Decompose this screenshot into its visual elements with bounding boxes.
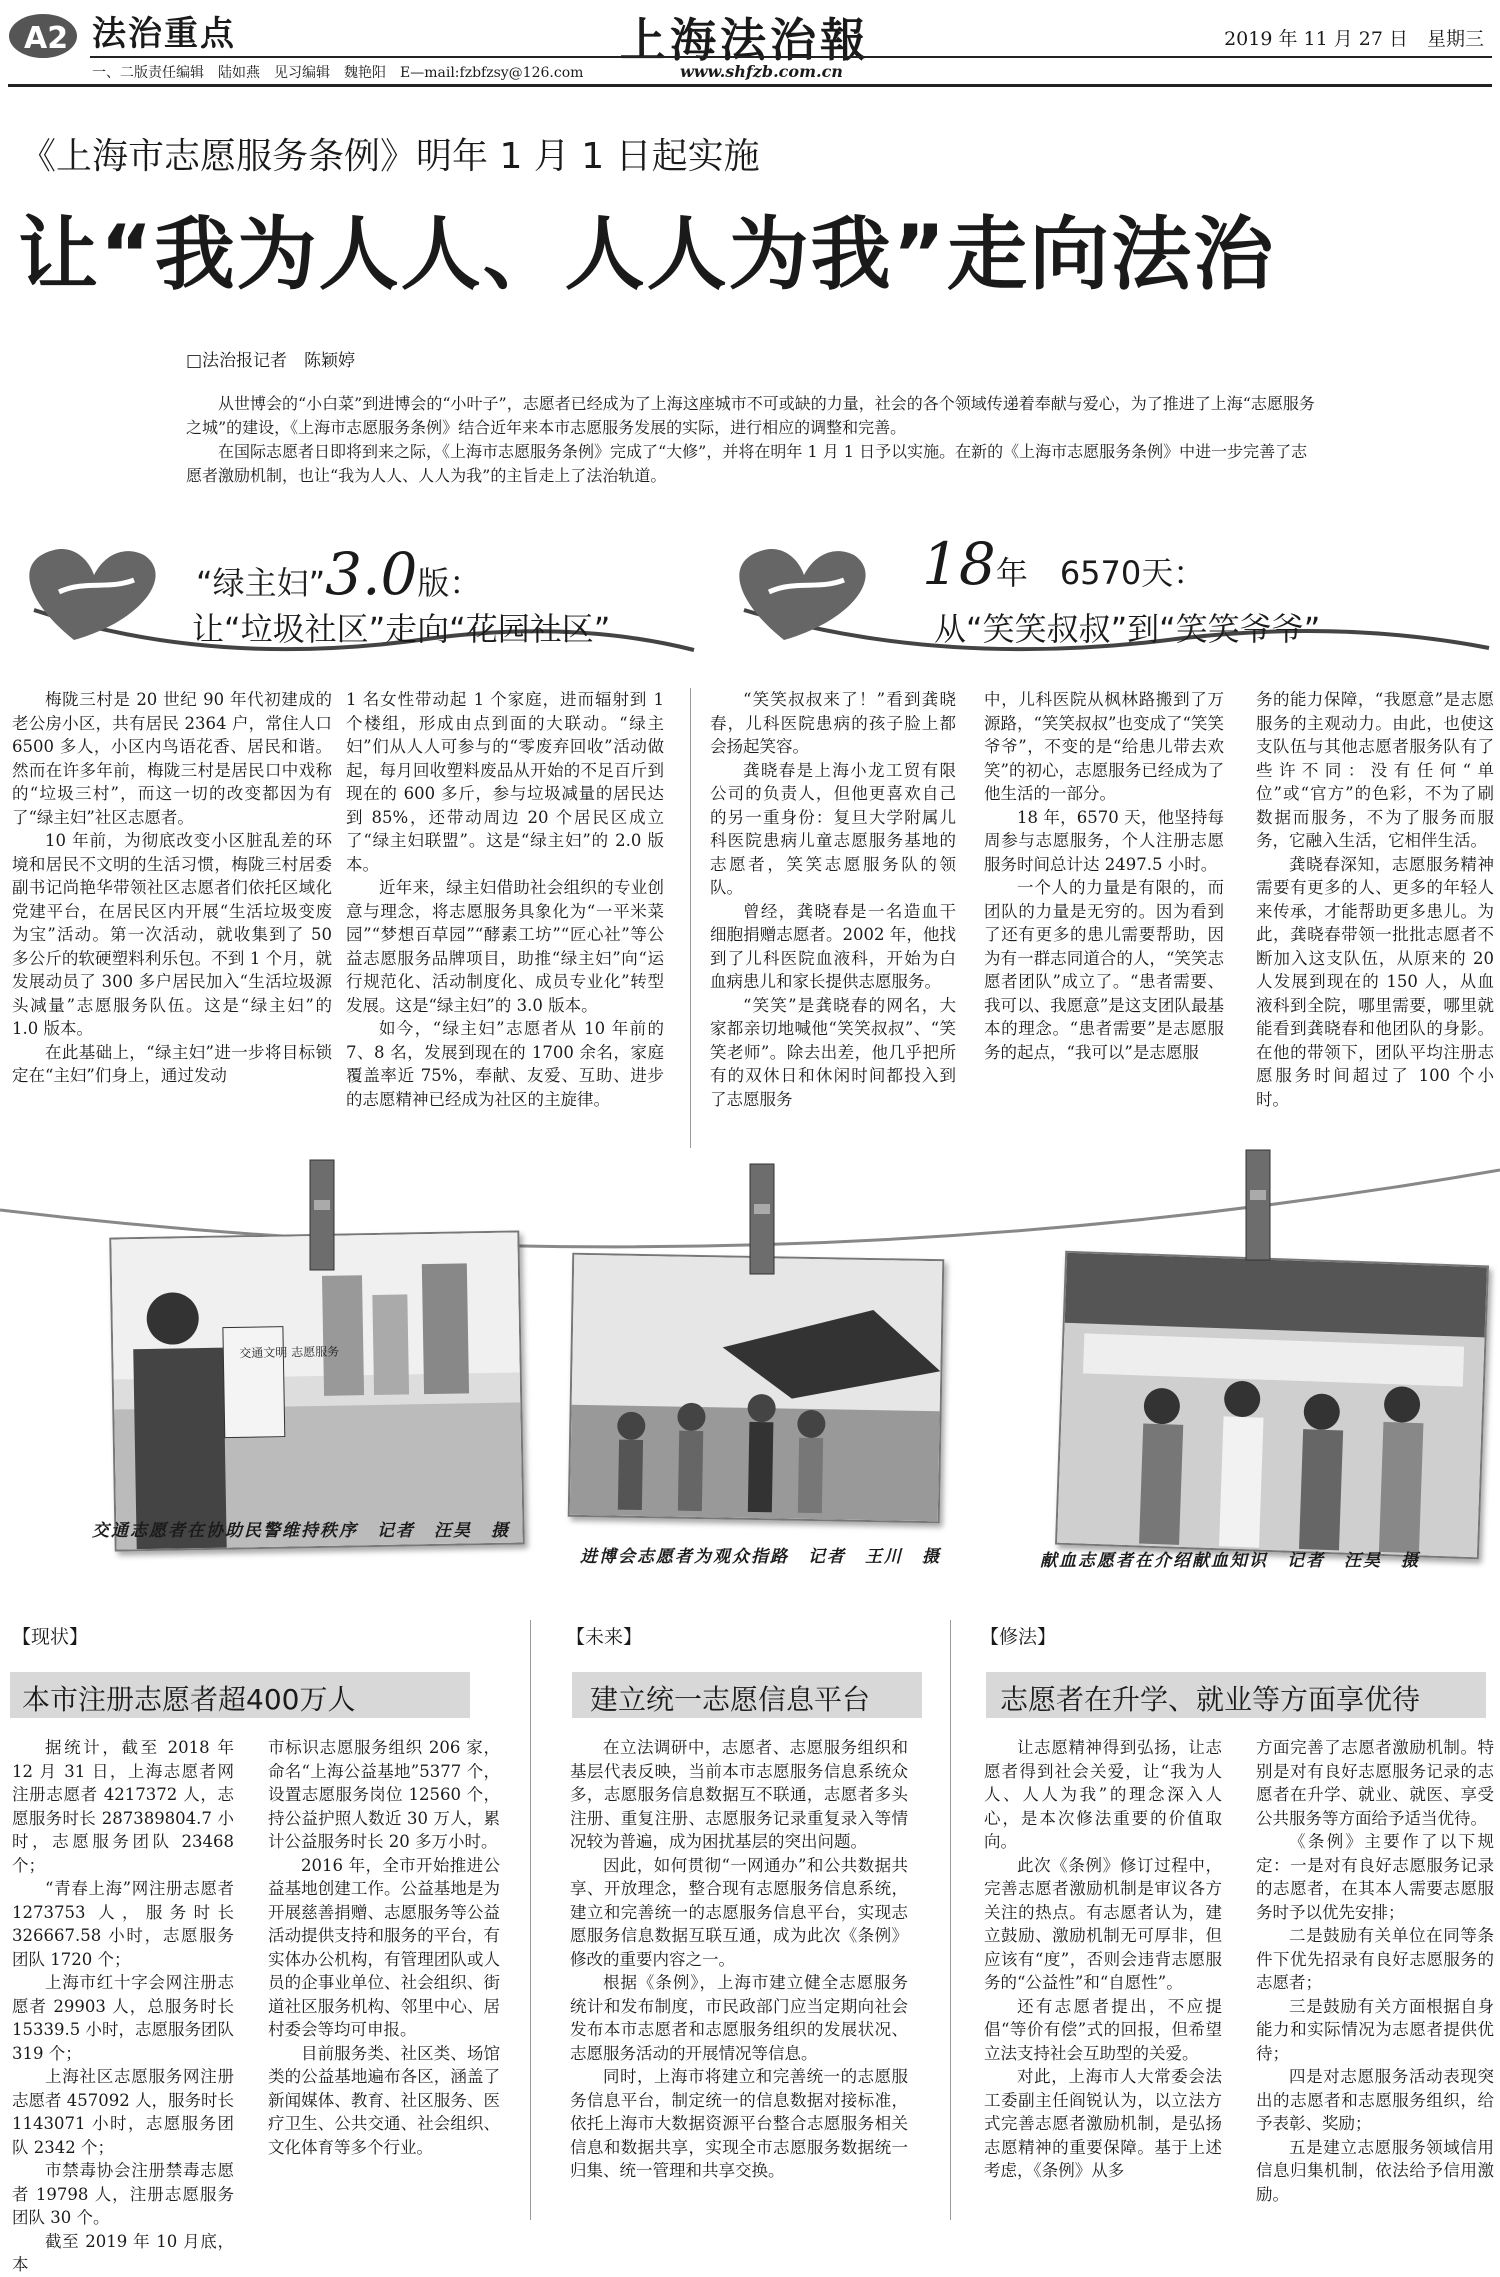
article-intro	[186, 392, 1316, 488]
clothespin-icon	[1236, 1150, 1280, 1260]
future-column	[570, 1736, 908, 2226]
paragraph: 龚晓春是上海小龙工贸有限公司的负责人，但他更喜欢自己的另一重身份：复旦大学附属儿科医院患病儿童志愿服务基地的志愿者，笑笑志愿服务队的领队。	[710, 760, 956, 897]
photo-caption: 交通志愿者在协助民警维持秩序 记者 汪昊 摄	[92, 1521, 510, 1541]
paragraph: 务的能力保障，“我愿意”是志愿服务的主观动力。由此，也使这支队伍与其他志愿者服务队有了些许不同：没有任何“单位”或“官方”的色彩，不为了刷数据而服务，不为了服务而服务，它融入生活，它相伴生活。	[1256, 690, 1494, 850]
right-story-column-1	[710, 688, 956, 1148]
banner-left-version: 3.0	[325, 540, 418, 608]
paragraph: 上海社区志愿服务网注册志愿者 457092 人，服务时长 1143071 小时，志愿服务团队 2342 个；	[12, 2067, 234, 2157]
editors-line: 一、二版责任编辑 陆如燕 见习编辑 魏艳阳 E—mail:fzbfzsy@126.com	[92, 65, 584, 81]
photo-caption: 献血志愿者在介绍献血知识 记者 汪昊 摄	[1040, 1551, 1420, 1571]
column-divider	[950, 1620, 951, 2220]
section-heading-box	[572, 1672, 922, 1718]
status-column-2	[268, 1736, 500, 2226]
section-heading: 志愿者在升学、就业等方面享优待	[1000, 1683, 1421, 1716]
paragraph: “笑笑叔叔来了！”看到龚晓春，儿科医院患病的孩子脸上都会扬起笑容。	[710, 690, 956, 756]
paragraph: 截至 2019 年 10 月底，本	[12, 2231, 234, 2274]
paragraph: 梅陇三村是 20 世纪 90 年代初建成的老公房小区，共有居民 2364 户，常住人口 6500 多人，小区内鸟语花香、居民和谐。然而在许多年前，梅陇三村是居民口中戏称的“垃圾三村”，而这一切的改变都因为有了“绿主妇”社区志愿者。	[12, 690, 332, 827]
banner-left-subtitle: 让“垃圾社区”走向“花园社区”	[192, 610, 611, 648]
section-heading: 本市注册志愿者超400万人	[22, 1683, 356, 1716]
paragraph: 上海市红十字会网注册志愿者 29903 人，总服务时长 15339.5 小时，志愿服务团队 319 个；	[12, 1973, 234, 2063]
intro-paragraph: 从世博会的“小白菜”到进博会的“小叶子”，志愿者已经成为了上海这座城市不可或缺的力量，社会的各个领域传递着奉献与爱心，为了推进了上海“志愿服务之城”的建设，《上海市志愿服务条例》结合近年来本市志愿服务发展的实际，进行相应的调整和完善。	[186, 394, 1315, 437]
paragraph: “青春上海”网注册志愿者 1273753 人，服务时长 326667.58 小时，志愿服务团队 1720 个；	[12, 1879, 234, 1969]
paragraph: 近年来，绿主妇借助社会组织的专业创意与理念，将志愿服务具象化为“一平米菜园”“梦想百草园”“酵素工坊”“匠心社”等公益志愿服务品牌项目，助推“绿主妇”向“运行规范化、活动制度化、成员专业化”转型发展。这是“绿主妇”的 3.0 版本。	[346, 878, 664, 1015]
paragraph: 曾经，龚晓春是一名造血干细胞捐赠志愿者。2002 年，他找到了儿科医院血液科，开始为白血病患儿和家长提供志愿服务。	[710, 901, 956, 991]
page-number-badge	[8, 12, 78, 60]
paragraph: 龚晓春深知，志愿服务精神需要有更多的人、更多的年轻人来传承，才能帮助更多患儿。为此，龚晓春带领一批批志愿者不断加入这支队伍，从原来的 20 人发展到现在的 150 人，从血液科到全院，哪里需要，哪里就能看到龚晓春和他团队的身影。在他的带领下，团队平均注册志愿服务时间超过了 100 个小时。	[1256, 854, 1494, 1109]
paragraph: 据统计，截至 2018 年 12 月 31 日，上海志愿者网注册志愿者 4217372 人，志愿服务时长 287389804.7 小时，志愿服务团队 23468 个；	[12, 1738, 234, 1875]
banner-left-title-b: 版：	[417, 564, 482, 602]
paragraph: “笑笑”是龚晓春的网名，大家都亲切地喊他“笑笑叔叔”、“笑笑老师”。除去出差，他几乎把所有的双休日和休闲时间都投入到了志愿服务	[710, 995, 956, 1109]
paragraph: 1 名女性带动起 1 个家庭，进而辐射到 1 个楼组，形成由点到面的大联动。“绿主妇”们从人人可参与的“零废弃回收”活动做起，每月回收塑料废品从开始的不足百斤到现在的 600 多斤，参与垃圾减量的居民达到 85%，还带动周边 20 个居民区成立了“绿主妇联盟”。这是“绿主妇”的 2.0 版本。	[346, 690, 664, 874]
right-story-column-3	[1256, 688, 1494, 1148]
paragraph: 中，儿科医院从枫林路搬到了万源路，“笑笑叔叔”也变成了“笑笑爷爷”，不变的是“给患儿带去欢笑”的初心，志愿服务已经成为了他生活的一部分。	[984, 690, 1224, 803]
banner-right-title-line1	[922, 530, 1205, 598]
intro-paragraph: 在国际志愿者日即将到来之际，《上海市志愿服务条例》完成了“大修”，并将在明年 1 月 1 日予以实施。在新的《上海市志愿服务条例》中进一步完善了志愿者激励机制，也让“我为人人、人人为我”的主旨走上了法治轨道。	[186, 442, 1308, 485]
page-number: A2	[24, 21, 69, 56]
paragraph: 2016 年，全市开始推进公益基地创建工作。公益基地是为开展慈善捐赠、志愿服务等公益活动提供支持和服务的平台，有实体办公机构，有管理团队或人员的企事业单位、社会组织、街道社区服务机构、邻里中心、居村委会等均可申报。	[268, 1855, 500, 2039]
banner-right-subtitle: 从“笑笑叔叔”到“笑笑爷爷”	[934, 610, 1321, 648]
paragraph: 对此，上海市人大常委会法工委副主任阎锐认为，以立法方式完善志愿者激励机制，是弘扬志愿精神的重要保障。基于上述考虑，《条例》从多	[984, 2067, 1222, 2180]
paragraph: 一个人的力量是有限的，而团队的力量是无穷的。因为看到了还有更多的患儿需要帮助，因为有一群志同道合的人，“笑笑志愿者团队”成立了。“患者需要、我可以、我愿意”是这支团队最基本的理念。“患者需要”是志愿服务的起点，“我可以”是志愿服	[984, 878, 1224, 1062]
issue-date: 2019 年 11 月 27 日 星期三	[1224, 28, 1484, 50]
section-name: 法治重点	[92, 14, 236, 54]
photo-traffic-volunteer	[109, 1230, 524, 1551]
clothespin-icon	[300, 1160, 344, 1270]
newspaper-masthead: 上海法治報	[620, 13, 870, 67]
paragraph: 18 年，6570 天，他坚持每周参与志愿服务，个人注册志愿服务时间总计达 2497.5 小时。	[984, 807, 1224, 874]
law-column-1	[984, 1736, 1222, 2226]
paragraph: 市禁毒协会注册禁毒志愿者 19798 人，注册志愿服务团队 30 个。	[12, 2161, 234, 2227]
paragraph: 五是建立志愿服务领域信用信息归集机制，依法给予信用激励。	[1256, 2137, 1494, 2204]
photo-blood-donation-volunteer	[1055, 1251, 1489, 1560]
paragraph: 如今，“绿主妇”志愿者从 10 年前的 7、8 名，发展到现在的 1700 余名，家庭覆盖率近 75%，奉献、友爱、互助、进步的志愿精神已经成为社区的主旋律。	[346, 1019, 664, 1109]
banner-left-title-line1	[196, 540, 481, 608]
column-divider	[690, 688, 691, 1148]
paragraph: 方面完善了志愿者激励机制。特别是对有良好志愿服务记录的志愿者在升学、就业、就医、享受公共服务等方面给予适当优待。	[1256, 1738, 1494, 1828]
volunteer-sign-text: 交通文明 志愿服务	[239, 1344, 340, 1361]
paragraph: 目前服务类、社区类、场馆类的公益基地遍布各区，涵盖了新闻媒体、教育、社区服务、医疗卫生、公共交通、社会组织、文化体育等多个行业。	[268, 2043, 500, 2157]
paragraph: 还有志愿者提出，不应提倡“等价有偿”式的回报，但希望立法支持社会互助型的关爱。	[984, 1996, 1222, 2063]
section-heading: 建立统一志愿信息平台	[590, 1683, 871, 1716]
paragraph: 在立法调研中，志愿者、志愿服务组织和基层代表反映，当前本市志愿服务信息系统众多，志愿服务信息数据互不联通，志愿者多头注册、重复注册、志愿服务记录重复录入等情况较为普遍，成为困扰基层的突出问题。	[570, 1738, 908, 1851]
paragraph: 四是对志愿服务活动表现突出的志愿者和志愿服务组织，给予表彰、奖励；	[1256, 2067, 1494, 2133]
paragraph: 因此，如何贯彻“一网通办”和公共数据共享、开放理念，整合现有志愿服务信息系统，建立和完善统一的志愿服务信息平台，实现志愿服务信息数据互联互通，成为此次《条例》修改的重要内容之一。	[570, 1855, 908, 1969]
section-tag: 【未来】	[566, 1626, 643, 1648]
paragraph: 三是鼓励有关方面根据自身能力和实际情况为志愿者提供优待；	[1256, 1996, 1494, 2063]
paragraph: 《条例》主要作了以下规定：一是对有良好志愿服务记录的志愿者，在其本人需要志愿服务时予以优先安排；	[1256, 1832, 1494, 1922]
right-story-column-2	[984, 688, 1224, 1148]
section-banner-left	[14, 520, 704, 660]
website-url: www.shfzb.com.cn	[680, 62, 843, 81]
left-story-column-2	[346, 688, 664, 1148]
banner-left-title-a: “绿主妇”	[196, 564, 326, 602]
article-kicker: 《上海市志愿服务条例》明年 1 月 1 日起实施	[20, 136, 760, 177]
photo-caption: 进博会志愿者为观众指路 记者 王川 摄	[580, 1547, 941, 1567]
header-rule-bottom	[8, 84, 1492, 87]
law-column-2	[1256, 1736, 1494, 2226]
paragraph: 在此基础上，“绿主妇”进一步将目标锁定在“主妇”们身上，通过发动	[12, 1042, 332, 1085]
section-heading-box	[10, 1672, 470, 1718]
section-heading-box	[986, 1672, 1486, 1718]
section-tag: 【现状】	[12, 1626, 89, 1648]
banner-right-title-a: 年 6570天：	[995, 554, 1206, 592]
paragraph: 让志愿精神得到弘扬，让志愿者得到社会关爱，让“我为人人、人人为我”的理念深入人心，是本次修法重要的价值取向。	[984, 1738, 1222, 1851]
photo-ciie-volunteer	[568, 1253, 945, 1523]
paragraph: 此次《条例》修订过程中，完善志愿者激励机制是审议各方关注的热点。有志愿者认为，建立鼓励、激励机制无可厚非，但应该有“度”，否则会违背志愿服务的“公益性”和“自愿性”。	[984, 1855, 1222, 1992]
left-story-column-1	[12, 688, 332, 1148]
column-divider	[530, 1620, 531, 2220]
header-rule	[90, 56, 1492, 58]
article-byline: □法治报记者 陈颖婷	[186, 351, 356, 371]
article-headline: 让“我为人人、人人为我”走向法治	[18, 208, 1276, 301]
banner-right-years: 18	[922, 530, 996, 598]
status-column-1	[12, 1736, 234, 2274]
paragraph: 二是鼓励有关单位在同等条件下优先招录有良好志愿服务的志愿者；	[1256, 1926, 1494, 1992]
section-tag: 【修法】	[980, 1626, 1057, 1648]
paragraph: 10 年前，为彻底改变小区脏乱差的环境和居民不文明的生活习惯，梅陇三村居委副书记尚艳华带领社区志愿者们依托区域化党建平台，在居民区内开展“生活垃圾变废为宝”活动。第一次活动，就收集到了 50 多公斤的软硬塑料利乐包。不到 1 个月，就发展动员了 300 多户居民加入“生活垃圾源头减量”志愿服务队伍。这是“绿主妇”的 1.0 版本。	[12, 831, 332, 1038]
paragraph: 同时，上海市将建立和完善统一的志愿服务信息平台，制定统一的信息数据对接标准，依托上海市大数据资源平台整合志愿服务相关信息和数据共享，实现全市志愿服务数据统一归集、统一管理和共享交换。	[570, 2067, 908, 2180]
clothespin-icon	[740, 1164, 784, 1274]
paragraph: 根据《条例》，上海市建立健全志愿服务统计和发布制度，市民政部门应当定期向社会发布本市志愿者和志愿服务组织的发展状况、志愿服务活动的开展情况等信息。	[570, 1973, 908, 2063]
paragraph: 市标识志愿服务组织 206 家，命名“上海公益基地”5377 个，设置志愿服务岗位 12560 个，持公益护照人数近 30 万人，累计公益服务时长 20 多万小时。	[268, 1738, 500, 1851]
section-banner-right	[724, 520, 1494, 660]
